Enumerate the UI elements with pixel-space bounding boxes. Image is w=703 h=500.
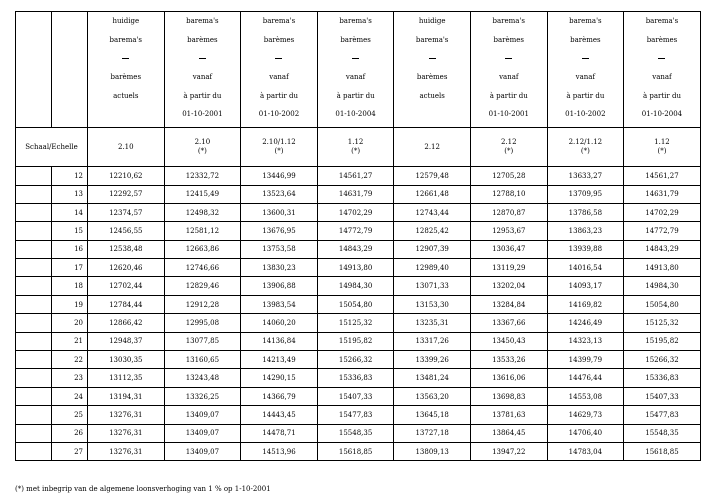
header-dash: [88, 52, 164, 71]
header-line: vanaf: [345, 73, 366, 82]
salary-value: 13600,31: [241, 203, 318, 221]
row-blank-cell: [16, 203, 52, 221]
row-blank-cell: [16, 442, 52, 460]
row-blank-cell: [16, 406, 52, 424]
salary-value: 12661,48: [394, 185, 471, 203]
salary-value: 13194,31: [88, 387, 165, 405]
salary-value: 13753,58: [241, 240, 318, 258]
step-number: 14: [52, 203, 88, 221]
salary-value: 13523,64: [241, 185, 318, 203]
scale-note: (*): [274, 147, 284, 156]
column-header: [394, 12, 471, 128]
header-line: vanaf: [192, 73, 213, 82]
header-line: barèmes: [493, 35, 525, 44]
header-dash: [165, 52, 241, 71]
scale-value-cell: [164, 128, 241, 167]
salary-value: 13243,48: [164, 369, 241, 387]
salary-value: 12702,44: [88, 277, 165, 295]
salary-value: 14443,45: [241, 406, 318, 424]
scale-note: (*): [197, 147, 207, 156]
header-row: [16, 12, 701, 128]
header-line: vanaf: [652, 73, 672, 82]
salary-value: 13809,13: [394, 442, 471, 460]
salary-value: 12866,42: [88, 314, 165, 332]
header-line: huidige: [112, 17, 140, 25]
salary-value: 14913,80: [624, 259, 701, 277]
step-number: 12: [52, 167, 88, 185]
salary-value: 13326,25: [164, 387, 241, 405]
salary-value: 13160,65: [164, 351, 241, 369]
salary-value: 13276,31: [88, 424, 165, 442]
salary-value: 13446,99: [241, 167, 318, 185]
row-blank-cell: [16, 424, 52, 442]
table-body: [16, 12, 701, 461]
scale-value-cell: [317, 128, 394, 167]
header-line: barèmes: [570, 35, 601, 44]
scale-label: Schaal/Echelle: [16, 128, 88, 167]
scale-value: 1.12: [654, 138, 670, 147]
row-blank-cell: [16, 314, 52, 332]
dash-rule: [582, 58, 589, 59]
salary-value: 12663,86: [164, 240, 241, 258]
step-number: 19: [52, 295, 88, 313]
salary-value: 13071,33: [394, 277, 471, 295]
row-blank-cell: [16, 369, 52, 387]
step-number: 22: [52, 351, 88, 369]
row-blank-cell: [16, 277, 52, 295]
table-row: [16, 351, 701, 369]
header-line: barema's: [339, 17, 372, 25]
salary-value: 13864,45: [470, 424, 547, 442]
header-dash: [624, 52, 700, 71]
salary-value: 12953,67: [470, 222, 547, 240]
scale-row: [16, 128, 701, 167]
salary-value: 14984,30: [317, 277, 394, 295]
scale-value: 2.10: [194, 138, 211, 147]
salary-value: 12332,72: [164, 167, 241, 185]
header-line: vanaf: [575, 73, 596, 82]
step-number: 25: [52, 406, 88, 424]
salary-value: 12581,12: [164, 222, 241, 240]
salary-value: 13676,95: [241, 222, 318, 240]
salary-value: 14631,79: [317, 185, 394, 203]
salary-value: 15195,82: [624, 332, 701, 350]
step-number: 26: [52, 424, 88, 442]
header-dash: [548, 52, 624, 71]
salary-value: 15407,33: [624, 387, 701, 405]
salary-value: 15125,32: [317, 314, 394, 332]
salary-value: 15266,32: [317, 351, 394, 369]
scale-value: 2.12: [500, 138, 517, 147]
salary-value: 14399,79: [547, 351, 624, 369]
step-number: 27: [52, 442, 88, 460]
dash-rule: [122, 58, 129, 59]
header-line: à partir du: [336, 91, 375, 100]
salary-value: 15125,32: [624, 314, 701, 332]
salary-value: 12989,40: [394, 259, 471, 277]
table-row: [16, 332, 701, 350]
salary-value: 14060,20: [241, 314, 318, 332]
salary-value: 15548,35: [624, 424, 701, 442]
header-line: barema's: [492, 17, 525, 25]
salary-value: 15548,35: [317, 424, 394, 442]
scale-value: 1.12: [347, 138, 364, 147]
salary-value: 14629,73: [547, 406, 624, 424]
header-line: 01-10-2004: [641, 110, 683, 119]
scale-note: (*): [351, 147, 361, 156]
header-line: à partir du: [489, 91, 528, 100]
header-blank-cell: [16, 12, 52, 128]
salary-value: 13645,18: [394, 406, 471, 424]
header-line: actuels: [419, 91, 445, 100]
salary-value: 12784,44: [88, 295, 165, 313]
salary-value: 15195,82: [317, 332, 394, 350]
column-header: [470, 12, 547, 128]
salary-value: 15054,80: [624, 295, 701, 313]
salary-value: 12907,39: [394, 240, 471, 258]
salary-value: 15266,32: [624, 351, 701, 369]
header-line: vanaf: [499, 73, 519, 82]
step-number: 13: [52, 185, 88, 203]
column-header: [624, 12, 701, 128]
salary-value: 13563,20: [394, 387, 471, 405]
dash-rule: [429, 58, 436, 59]
step-number: 17: [52, 259, 88, 277]
header-line: barema's: [415, 35, 449, 44]
salary-value: 13616,06: [470, 369, 547, 387]
salary-value: 12498,32: [164, 203, 241, 221]
salary-value: 15618,85: [624, 442, 701, 460]
table-row: [16, 203, 701, 221]
salary-value: 13533,26: [470, 351, 547, 369]
footnote: (*) met inbegrip van de algemene loonsverhoging van 1 % op 1-10-2001: [15, 485, 271, 493]
salary-value: 14093,17: [547, 277, 624, 295]
header-line: barèmes: [646, 35, 678, 44]
salary-value: 12829,46: [164, 277, 241, 295]
row-blank-cell: [16, 295, 52, 313]
salary-value: 13036,47: [470, 240, 547, 258]
table-row: [16, 369, 701, 387]
salary-value: 13727,18: [394, 424, 471, 442]
salary-value: 13709,95: [547, 185, 624, 203]
salary-value: 14513,96: [241, 442, 318, 460]
salary-value: 14631,79: [624, 185, 701, 203]
salary-value: 15336,83: [317, 369, 394, 387]
dash-rule: [275, 58, 282, 59]
salary-value: 13317,26: [394, 332, 471, 350]
header-dash: [318, 52, 394, 71]
header-line: 01-10-2001: [182, 110, 223, 119]
salary-value: 12579,48: [394, 167, 471, 185]
header-line: 01-10-2002: [565, 110, 606, 119]
salary-value: 15054,80: [317, 295, 394, 313]
scale-value: 2.10/1.12: [262, 138, 296, 147]
scale-value-cell: [394, 128, 471, 167]
column-header: [317, 12, 394, 128]
salary-value: 12210,62: [88, 167, 165, 185]
salary-value: 14366,79: [241, 387, 318, 405]
header-line: à partir du: [259, 91, 298, 100]
salary-value: 14553,08: [547, 387, 624, 405]
column-header: [241, 12, 318, 128]
salary-value: 13077,85: [164, 332, 241, 350]
salary-value: 14783,04: [547, 442, 624, 460]
salary-value: 14772,79: [317, 222, 394, 240]
scale-value: 2.10: [118, 142, 134, 151]
step-number: 15: [52, 222, 88, 240]
salary-value: 13202,04: [470, 277, 547, 295]
header-dash: [394, 52, 470, 71]
table-row: [16, 277, 701, 295]
table-row: [16, 240, 701, 258]
salary-value: 13786,58: [547, 203, 624, 221]
salary-value: 14323,13: [547, 332, 624, 350]
salary-value: 14702,29: [317, 203, 394, 221]
salary-value: 14213,49: [241, 351, 318, 369]
salary-value: 12912,28: [164, 295, 241, 313]
salary-value: 12746,66: [164, 259, 241, 277]
header-line: 01-10-2002: [258, 110, 300, 119]
salary-value: 13276,31: [88, 406, 165, 424]
scale-note: (*): [504, 147, 514, 156]
salary-value: 12415,49: [164, 185, 241, 203]
salary-value: 14913,80: [317, 259, 394, 277]
scale-note: (*): [580, 147, 590, 156]
salary-value: 14136,84: [241, 332, 318, 350]
salary-value: 12374,57: [88, 203, 165, 221]
salary-value: 13367,66: [470, 314, 547, 332]
header-line: à partir du: [183, 91, 222, 100]
scale-value: 2.12: [424, 142, 440, 151]
table-row: [16, 185, 701, 203]
salary-value: 13906,88: [241, 277, 318, 295]
table-row: [16, 222, 701, 240]
dash-rule: [199, 58, 206, 59]
header-line: barema's: [186, 17, 219, 25]
salary-value: 13863,23: [547, 222, 624, 240]
salary-value: 15477,83: [317, 406, 394, 424]
scale-value-cell: [624, 128, 701, 167]
column-header: [164, 12, 241, 128]
scale-value-cell: [547, 128, 624, 167]
row-blank-cell: [16, 185, 52, 203]
dash-rule: [658, 58, 665, 59]
column-header: [88, 12, 165, 128]
salary-value: 14772,79: [624, 222, 701, 240]
header-line: barèmes: [340, 35, 371, 44]
salary-value: 14016,54: [547, 259, 624, 277]
salary-value: 15477,83: [624, 406, 701, 424]
salary-value: 13939,88: [547, 240, 624, 258]
salary-value: 12995,08: [164, 314, 241, 332]
salary-value: 13781,63: [470, 406, 547, 424]
salary-value: 14702,29: [624, 203, 701, 221]
table-row: [16, 259, 701, 277]
header-line: huidige: [418, 17, 446, 25]
row-blank-cell: [16, 332, 52, 350]
salary-value: 15407,33: [317, 387, 394, 405]
salary-value: 14561,27: [624, 167, 701, 185]
table-row: [16, 406, 701, 424]
salary-value: 14843,29: [624, 240, 701, 258]
header-line: 01-10-2001: [488, 110, 529, 119]
header-line: à partir du: [566, 91, 605, 100]
table-row: [16, 295, 701, 313]
salary-value: 13830,23: [241, 259, 318, 277]
step-number: 20: [52, 314, 88, 332]
salary-value: 14478,71: [241, 424, 318, 442]
salary-value: 15336,83: [624, 369, 701, 387]
salary-value: 14476,44: [547, 369, 624, 387]
salary-value: 13983,54: [241, 295, 318, 313]
salary-value: 14169,82: [547, 295, 624, 313]
step-number: 16: [52, 240, 88, 258]
step-number: 24: [52, 387, 88, 405]
salary-value: 13119,29: [470, 259, 547, 277]
salary-value: 14246,49: [547, 314, 624, 332]
salary-value: 13409,07: [164, 424, 241, 442]
scale-value-cell: [470, 128, 547, 167]
salary-value: 15618,85: [317, 442, 394, 460]
salary-scale-table: [15, 11, 701, 461]
header-line: barèmes: [263, 35, 295, 44]
header-line: barèmes: [416, 73, 448, 82]
salary-value: 12705,28: [470, 167, 547, 185]
header-line: barema's: [569, 17, 602, 25]
salary-value: 14843,29: [317, 240, 394, 258]
table-row: [16, 442, 701, 460]
header-blank-cell: [52, 12, 88, 128]
salary-value: 13399,26: [394, 351, 471, 369]
salary-value: 13481,24: [394, 369, 471, 387]
salary-value: 12538,48: [88, 240, 165, 258]
column-header: [547, 12, 624, 128]
row-blank-cell: [16, 351, 52, 369]
dash-rule: [505, 58, 512, 59]
table-row: [16, 387, 701, 405]
scale-note: (*): [657, 147, 667, 156]
salary-value: 13276,31: [88, 442, 165, 460]
dash-rule: [352, 58, 359, 59]
salary-value: 13450,43: [470, 332, 547, 350]
header-line: barèmes: [110, 73, 142, 82]
row-blank-cell: [16, 387, 52, 405]
step-number: 21: [52, 332, 88, 350]
row-blank-cell: [16, 240, 52, 258]
header-dash: [241, 52, 317, 71]
table-row: [16, 167, 701, 185]
header-line: vanaf: [269, 73, 289, 82]
row-blank-cell: [16, 167, 52, 185]
salary-value: 12825,42: [394, 222, 471, 240]
header-line: à partir du: [642, 91, 681, 100]
salary-value: 13030,35: [88, 351, 165, 369]
salary-value: 14984,30: [624, 277, 701, 295]
header-line: barema's: [262, 17, 296, 25]
step-number: 18: [52, 277, 88, 295]
salary-value: 12292,57: [88, 185, 165, 203]
scale-value-cell: [88, 128, 165, 167]
header-line: barèmes: [187, 35, 218, 44]
header-line: barema's: [109, 35, 143, 44]
salary-value: 12620,46: [88, 259, 165, 277]
salary-value: 14290,15: [241, 369, 318, 387]
header-dash: [471, 52, 547, 71]
scale-value-cell: [241, 128, 318, 167]
salary-value: 13284,84: [470, 295, 547, 313]
salary-value: 13112,35: [88, 369, 165, 387]
row-blank-cell: [16, 222, 52, 240]
salary-value: 13698,83: [470, 387, 547, 405]
step-number: 23: [52, 369, 88, 387]
salary-value: 13633,27: [547, 167, 624, 185]
header-line: barema's: [645, 17, 679, 25]
salary-value: 12948,37: [88, 332, 165, 350]
salary-value: 13235,31: [394, 314, 471, 332]
salary-value: 12870,87: [470, 203, 547, 221]
salary-value: 12788,10: [470, 185, 547, 203]
header-line: actuels: [113, 91, 139, 100]
salary-value: 13409,07: [164, 442, 241, 460]
salary-value: 14706,40: [547, 424, 624, 442]
salary-value: 12456,55: [88, 222, 165, 240]
header-line: 01-10-2004: [335, 110, 376, 119]
salary-value: 14561,27: [317, 167, 394, 185]
table-row: [16, 314, 701, 332]
salary-value: 13153,30: [394, 295, 471, 313]
row-blank-cell: [16, 259, 52, 277]
salary-value: 13409,07: [164, 406, 241, 424]
table-row: [16, 424, 701, 442]
scale-value: 2.12/1.12: [568, 138, 603, 147]
salary-value: 13947,22: [470, 442, 547, 460]
salary-value: 12743,44: [394, 203, 471, 221]
